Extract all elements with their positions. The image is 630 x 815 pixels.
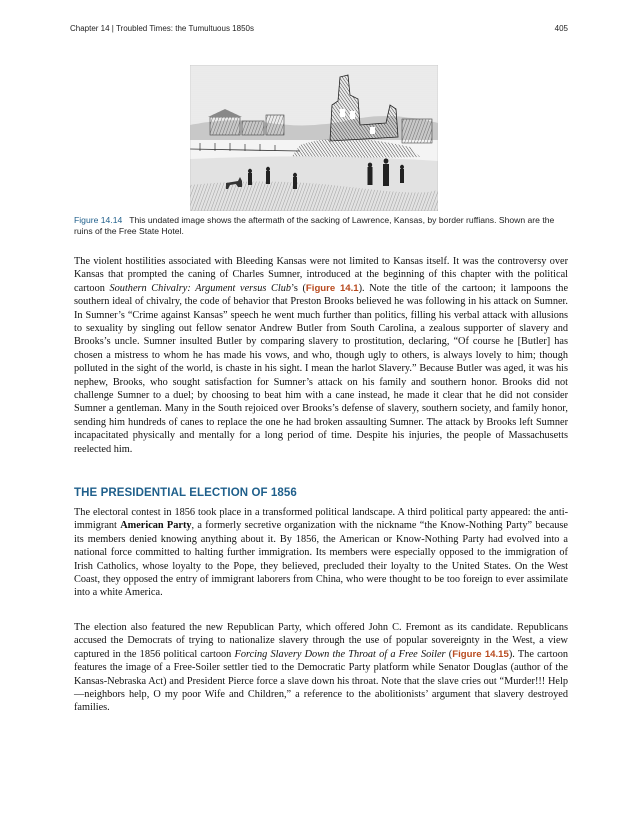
cartoon-title-southern-chivalry: Southern Chivalry: Argument versus Club [109,282,291,294]
figure-caption [74,215,568,237]
paragraph2-text-a: The electoral contest in 1856 took place in a transformed political landscape. A third political party appeared: the anti-immigrant [74,507,568,532]
paragraph-american-party [74,506,568,600]
figure-engraving-lawrence-ruins [190,65,438,211]
paragraph-republican-party [74,621,568,715]
paragraph3-text-b: ( [445,648,453,660]
paragraph-caning-of-sumner [74,255,568,456]
running-header-page-number: 405 [554,24,568,33]
paragraph1-text-a: The violent hostilities associated with Bleeding Kansas were not limited to Kansas itself. It was the controversy over Kansas that prompted the caning of Charles Sumner, introduced at the beginning of this chapter with the political cartoon [74,256,568,294]
figure-reference-14-1[interactable]: Figure 14.1 [305,282,359,294]
figure-label: Figure 14.14 [74,215,123,225]
cartoon-title-forcing-slavery: Forcing Slavery Down the Throat of a Free Soiler [234,648,446,660]
section-heading-election-1856: THE PRESIDENTIAL ELECTION OF 1856 [74,487,297,499]
running-header-chapter: Chapter 14 | Troubled Times: the Tumultuous 1850s [70,24,254,33]
figure-reference-14-15[interactable]: Figure 14.15 [452,648,509,660]
paragraph1-text-c: ). Note the title of the cartoon; it lampoons the southern ideal of chivalry, the code of behavior that Preston Brooks believed he was following in his attack on Sumner. In Sumner’s “Crime against Kansas” speech he went much further than politics, filling his verbal attack with allusions to sexuality by singling out fellow senator Andrew Butler from South Carolina, a zealous supporter of slavery and Brooks’s uncle. Sumner insulted Butler by comparing slavery to prostitution, declaring, “Of course he [Butler] has chosen a mistress to whom he has made his vows, and who, though ugly to others, is always lovely to him; though polluted in the sight of the world, is chaste in his sight. I mean the harlot Slavery.” Because Butler was aged, it was his nephew, Brooks, who sought satisfaction for Sumner’s attack on his family and southern honor. Brooks did not challenge Sumner to a duel; by choosing to beat him with a cane instead, he made it clear that he did not consider Sumner a gentleman. Many in the South rejoiced over Brooks’s defense of slavery, southern society, and family honor, sending him hundreds of canes to replace the one he had broken assaulting Sumner. The attack by Brooks left Sumner incapacitated physically and mentally for a long period of time. Despite his injuries, the people of Massachusetts reelected him. [74,282,569,455]
paragraph3-text-c: ). The cartoon features the image of a Free-Soiler settler tied to the Democratic Party platform while Senator Douglas (author of the Kansas-Nebraska Act) and President Pierce force a slave down his throat. Note that the slave cries out “Murder!!! Help—neighbors help, O my poor Wife and Children,” a reference to the abolitionists’ argument that slavery destroyed families. [74,648,568,714]
paragraph2-text-b: , a formerly secretive organization with the nickname “the Know-Nothing Party” because its members denied knowing anything about it. By 1856, the American or Know-Nothing Party had evolved into a national force committed to halting further immigration. Its members were especially opposed to the immigration of Irish Catholics, whose loyalty to the Pope, they believed, precluded their loyalty to the United States. On the West Coast, they opposed the entry of immigrant laborers from China, who were thought to be too foreign to ever assimilate into a white America. [74,520,568,599]
key-term-american-party: American Party [120,520,192,532]
figure-caption-text: This undated image shows the aftermath of the sacking of Lawrence, Kansas, by border ruffians. Shown are the ruins of the Free State Hotel. [74,215,555,236]
paragraph3-text-a: The election also featured the new Republican Party, which offered John C. Fremont as its candidate. Republicans accused the Democrats of trying to nationalize slavery through the use of popular sovereignty in the West, a view captured in the 1856 political cartoon [74,622,568,660]
paragraph1-text-b: ’s ( [291,282,306,294]
